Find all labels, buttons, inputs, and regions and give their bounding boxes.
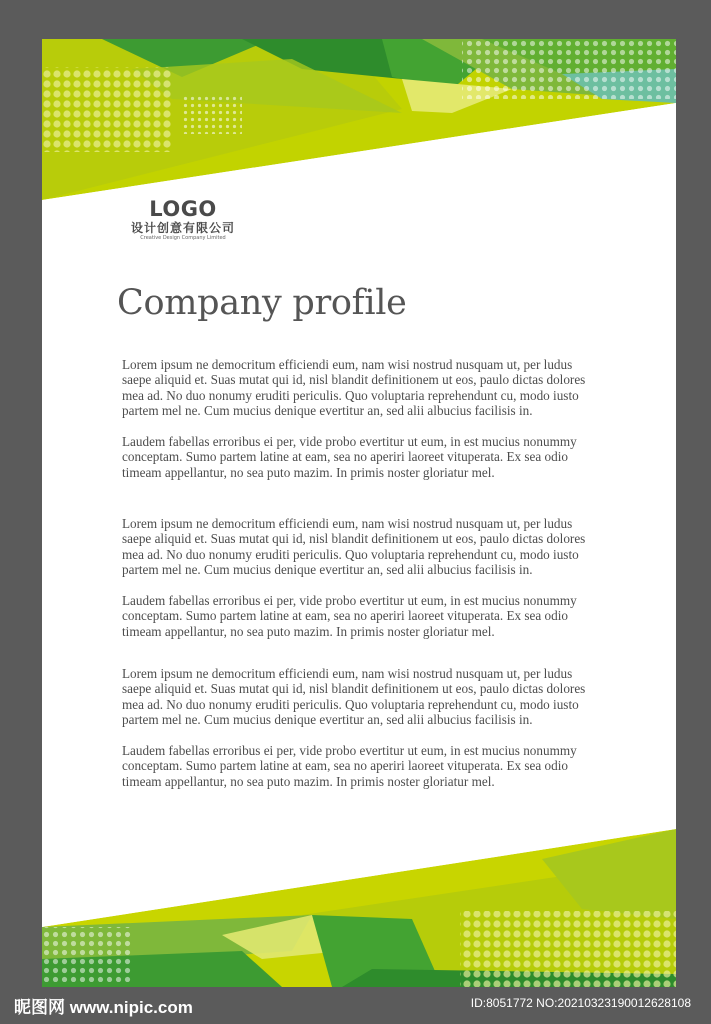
paragraph-1: Lorem ipsum ne democritum efficiendi eum, nam wisi nostrud nusquam ut, per ludus saepe aliquid et. Suas mutat qui id, nisl blandit definitionem ut eos, paulo dictas dolores mea ad. No duo nonumy eruditi periculis. Quo voluptaria reprehendunt cu, modo iusto partem mel ne. Cum mucius denique evertitur an, sed alii albucius facilisis in.: [122, 357, 586, 418]
top-decoration: [42, 39, 676, 987]
paragraph-6: Laudem fabellas erroribus ei per, vide probo evertitur ut eum, in est mucius nonummy conceptam. Sumo partem latine at eam, sea no aperiri laoreet vituperata. Ex sea odio timeam appellantur, no sea puto mazim. In primis noster gloriatur mel.: [122, 743, 577, 789]
image-id-label: ID:8051772 NO:20210323190012628108: [470, 996, 691, 1010]
logo-company-name-cn: 设计创意有限公司: [130, 221, 235, 235]
paragraph-4: Laudem fabellas erroribus ei per, vide probo evertitur ut eum, in est mucius nonummy conceptam. Sumo partem latine at eam, sea no aperiri laoreet vituperata. Ex sea odio timeam appellantur, no sea puto mazim. In primis noster gloriatur mel.: [122, 593, 577, 639]
page-title: Company profile: [117, 283, 407, 323]
logo-text: LOGO: [149, 197, 217, 221]
logo-company-name-en: Creative Design Company Limited: [140, 235, 226, 241]
letterhead-page: [42, 39, 676, 987]
paragraph-5: Lorem ipsum ne democritum efficiendi eum, nam wisi nostrud nusquam ut, per ludus saepe aliquid et. Suas mutat qui id, nisl blandit definitionem ut eos, paulo dictas dolores mea ad. No duo nonumy eruditi periculis. Quo voluptaria reprehendunt cu, modo iusto partem mel ne. Cum mucius denique evertitur an, sed alii albucius facilisis in.: [122, 666, 586, 727]
site-watermark: 昵图网 www.nipic.com: [14, 998, 193, 1017]
paragraph-3: Lorem ipsum ne democritum efficiendi eum, nam wisi nostrud nusquam ut, per ludus saepe aliquid et. Suas mutat qui id, nisl blandit definitionem ut eos, paulo dictas dolores mea ad. No duo nonumy eruditi periculis. Quo voluptaria reprehendunt cu, modo iusto partem mel ne. Cum mucius denique evertitur an, sed alii albucius facilisis in.: [122, 516, 586, 577]
paragraph-2: Laudem fabellas erroribus ei per, vide probo evertitur ut eum, in est mucius nonummy conceptam. Sumo partem latine at eam, sea no aperiri laoreet vituperata. Ex sea odio timeam appellantur, no sea puto mazim. In primis noster gloriatur mel.: [122, 434, 577, 480]
company-logo: [118, 197, 248, 242]
